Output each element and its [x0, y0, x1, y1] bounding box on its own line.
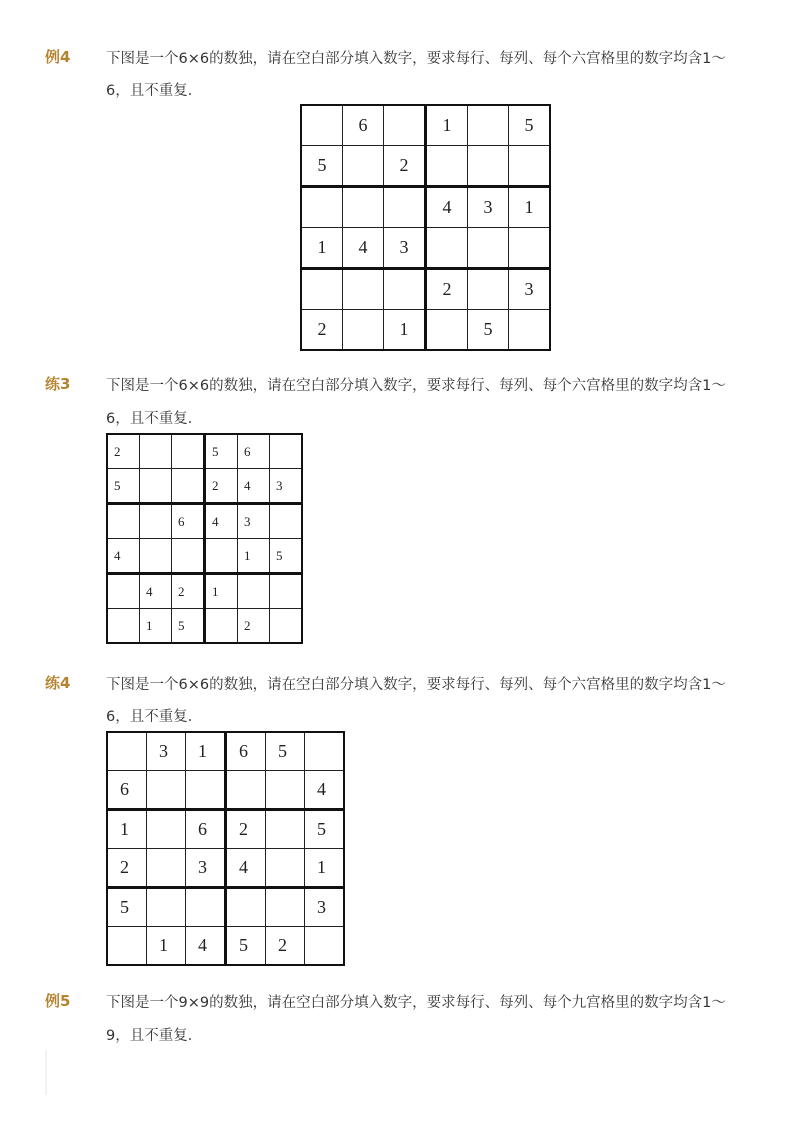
grid-cell: 2	[172, 574, 205, 609]
grid-cell	[384, 105, 426, 146]
grid-cell	[343, 269, 384, 310]
grid-cell: 1	[509, 187, 551, 228]
grid-cell: 5	[301, 146, 343, 187]
grid-cell: 5	[509, 105, 551, 146]
page-edge-shade	[45, 1050, 47, 1095]
grid-cell	[468, 105, 509, 146]
grid-cell	[226, 888, 266, 927]
grid-row	[301, 310, 550, 351]
grid-cell: 6	[107, 771, 147, 810]
grid-cell: 5	[305, 810, 345, 849]
grid-cell	[468, 269, 509, 310]
grid-cell	[270, 434, 303, 469]
grid-row	[301, 228, 550, 269]
grid-cell	[426, 228, 468, 269]
example-label: 例5	[45, 992, 71, 1010]
grid-cell: 1	[301, 228, 343, 269]
grid-cell	[266, 810, 305, 849]
grid-cell	[147, 810, 186, 849]
problem-text-line2: 9，且不重复．	[106, 1028, 203, 1044]
grid-cell: 3	[509, 269, 551, 310]
grid-cell	[238, 574, 270, 609]
problem-text-line1: 下图是一个9×9的数独，请在空白部分填入数字，要求每行、每列、每个九宫格里的数字均含1～	[106, 995, 726, 1011]
grid-cell	[343, 146, 384, 187]
grid-cell	[384, 187, 426, 228]
problem-text-line2: 6，且不重复．	[106, 709, 203, 725]
grid-cell: 5	[107, 469, 140, 504]
grid-cell: 1	[238, 539, 270, 574]
grid-cell	[468, 146, 509, 187]
grid-row	[107, 434, 302, 469]
grid-cell: 4	[226, 849, 266, 888]
grid-cell: 4	[205, 504, 238, 539]
grid-cell: 3	[238, 504, 270, 539]
grid-cell: 4	[238, 469, 270, 504]
grid-cell	[301, 269, 343, 310]
grid-row	[107, 732, 344, 771]
grid-cell: 2	[266, 927, 305, 966]
grid-cell: 4	[426, 187, 468, 228]
grid-cell	[147, 771, 186, 810]
grid-cell	[301, 105, 343, 146]
grid-cell: 5	[468, 310, 509, 351]
grid-cell: 1	[384, 310, 426, 351]
grid-cell: 1	[205, 574, 238, 609]
grid-cell	[140, 434, 172, 469]
grid-cell	[426, 146, 468, 187]
grid-cell: 6	[343, 105, 384, 146]
grid-cell: 1	[305, 849, 345, 888]
grid-cell: 5	[205, 434, 238, 469]
grid-cell	[266, 771, 305, 810]
grid-cell: 5	[172, 609, 205, 644]
grid-cell	[107, 732, 147, 771]
example-label: 例4	[45, 48, 71, 66]
grid-cell	[140, 469, 172, 504]
grid-cell	[301, 187, 343, 228]
grid-row	[107, 810, 344, 849]
grid-row	[107, 469, 302, 504]
grid-cell	[147, 888, 186, 927]
grid-row	[107, 849, 344, 888]
grid-cell	[509, 228, 551, 269]
grid-cell: 2	[426, 269, 468, 310]
grid-cell	[107, 574, 140, 609]
grid-row	[301, 269, 550, 310]
grid-cell: 1	[140, 609, 172, 644]
grid-cell: 3	[270, 469, 303, 504]
grid-cell	[270, 574, 303, 609]
grid-cell: 1	[426, 105, 468, 146]
grid-cell: 1	[107, 810, 147, 849]
grid-cell	[226, 771, 266, 810]
grid-cell: 5	[266, 732, 305, 771]
grid-cell	[305, 927, 345, 966]
grid-row	[107, 574, 302, 609]
grid-cell	[107, 927, 147, 966]
grid-cell	[140, 504, 172, 539]
grid-cell: 5	[226, 927, 266, 966]
grid-cell: 2	[107, 849, 147, 888]
grid-cell: 4	[186, 927, 226, 966]
grid-cell	[186, 771, 226, 810]
grid-cell	[186, 888, 226, 927]
problem-text-line1: 下图是一个6×6的数独，请在空白部分填入数字，要求每行、每列、每个六宫格里的数字均含1～	[106, 378, 726, 394]
grid-cell	[172, 434, 205, 469]
grid-cell	[270, 504, 303, 539]
grid-row	[107, 927, 344, 966]
grid-row	[107, 888, 344, 927]
problem-text-line1: 下图是一个6×6的数独，请在空白部分填入数字，要求每行、每列、每个六宫格里的数字均含1～	[106, 51, 726, 67]
grid-cell: 2	[301, 310, 343, 351]
grid-row	[107, 771, 344, 810]
grid-row	[301, 146, 550, 187]
grid-cell: 4	[107, 539, 140, 574]
grid-row	[301, 187, 550, 228]
problem-text-line2: 6，且不重复．	[106, 411, 203, 427]
grid-cell: 1	[186, 732, 226, 771]
grid-cell: 2	[226, 810, 266, 849]
grid-cell: 3	[305, 888, 345, 927]
sudoku-grid	[300, 104, 551, 351]
grid-cell: 2	[238, 609, 270, 644]
grid-cell: 6	[172, 504, 205, 539]
grid-cell	[107, 609, 140, 644]
grid-row	[107, 539, 302, 574]
grid-cell	[509, 310, 551, 351]
grid-cell: 6	[186, 810, 226, 849]
grid-cell	[266, 849, 305, 888]
grid-cell	[343, 310, 384, 351]
grid-cell: 1	[147, 927, 186, 966]
grid-cell	[107, 504, 140, 539]
problem-text-line1: 下图是一个6×6的数独，请在空白部分填入数字，要求每行、每列、每个六宫格里的数字均含1～	[106, 677, 726, 693]
grid-cell	[305, 732, 345, 771]
grid-cell	[343, 187, 384, 228]
grid-cell	[384, 269, 426, 310]
sudoku-grid	[106, 433, 303, 644]
grid-cell: 2	[107, 434, 140, 469]
grid-cell	[172, 469, 205, 504]
grid-cell	[205, 609, 238, 644]
exercise-label: 练3	[45, 375, 71, 393]
grid-cell	[172, 539, 205, 574]
grid-cell	[205, 539, 238, 574]
grid-cell: 4	[140, 574, 172, 609]
grid-row	[301, 105, 550, 146]
grid-cell: 3	[468, 187, 509, 228]
grid-cell	[140, 539, 172, 574]
grid-cell: 6	[226, 732, 266, 771]
grid-cell: 3	[186, 849, 226, 888]
grid-cell	[270, 609, 303, 644]
grid-row	[107, 609, 302, 644]
grid-cell: 4	[305, 771, 345, 810]
grid-cell	[426, 310, 468, 351]
grid-cell: 5	[270, 539, 303, 574]
grid-cell: 2	[205, 469, 238, 504]
grid-cell: 3	[384, 228, 426, 269]
exercise-label: 练4	[45, 674, 71, 692]
grid-cell: 5	[107, 888, 147, 927]
grid-cell	[509, 146, 551, 187]
problem-text-line2: 6，且不重复．	[106, 83, 203, 99]
grid-cell: 3	[147, 732, 186, 771]
grid-cell	[266, 888, 305, 927]
sudoku-grid	[106, 731, 345, 966]
grid-cell: 6	[238, 434, 270, 469]
grid-cell	[468, 228, 509, 269]
grid-row	[107, 504, 302, 539]
grid-cell	[147, 849, 186, 888]
grid-cell: 4	[343, 228, 384, 269]
grid-cell: 2	[384, 146, 426, 187]
